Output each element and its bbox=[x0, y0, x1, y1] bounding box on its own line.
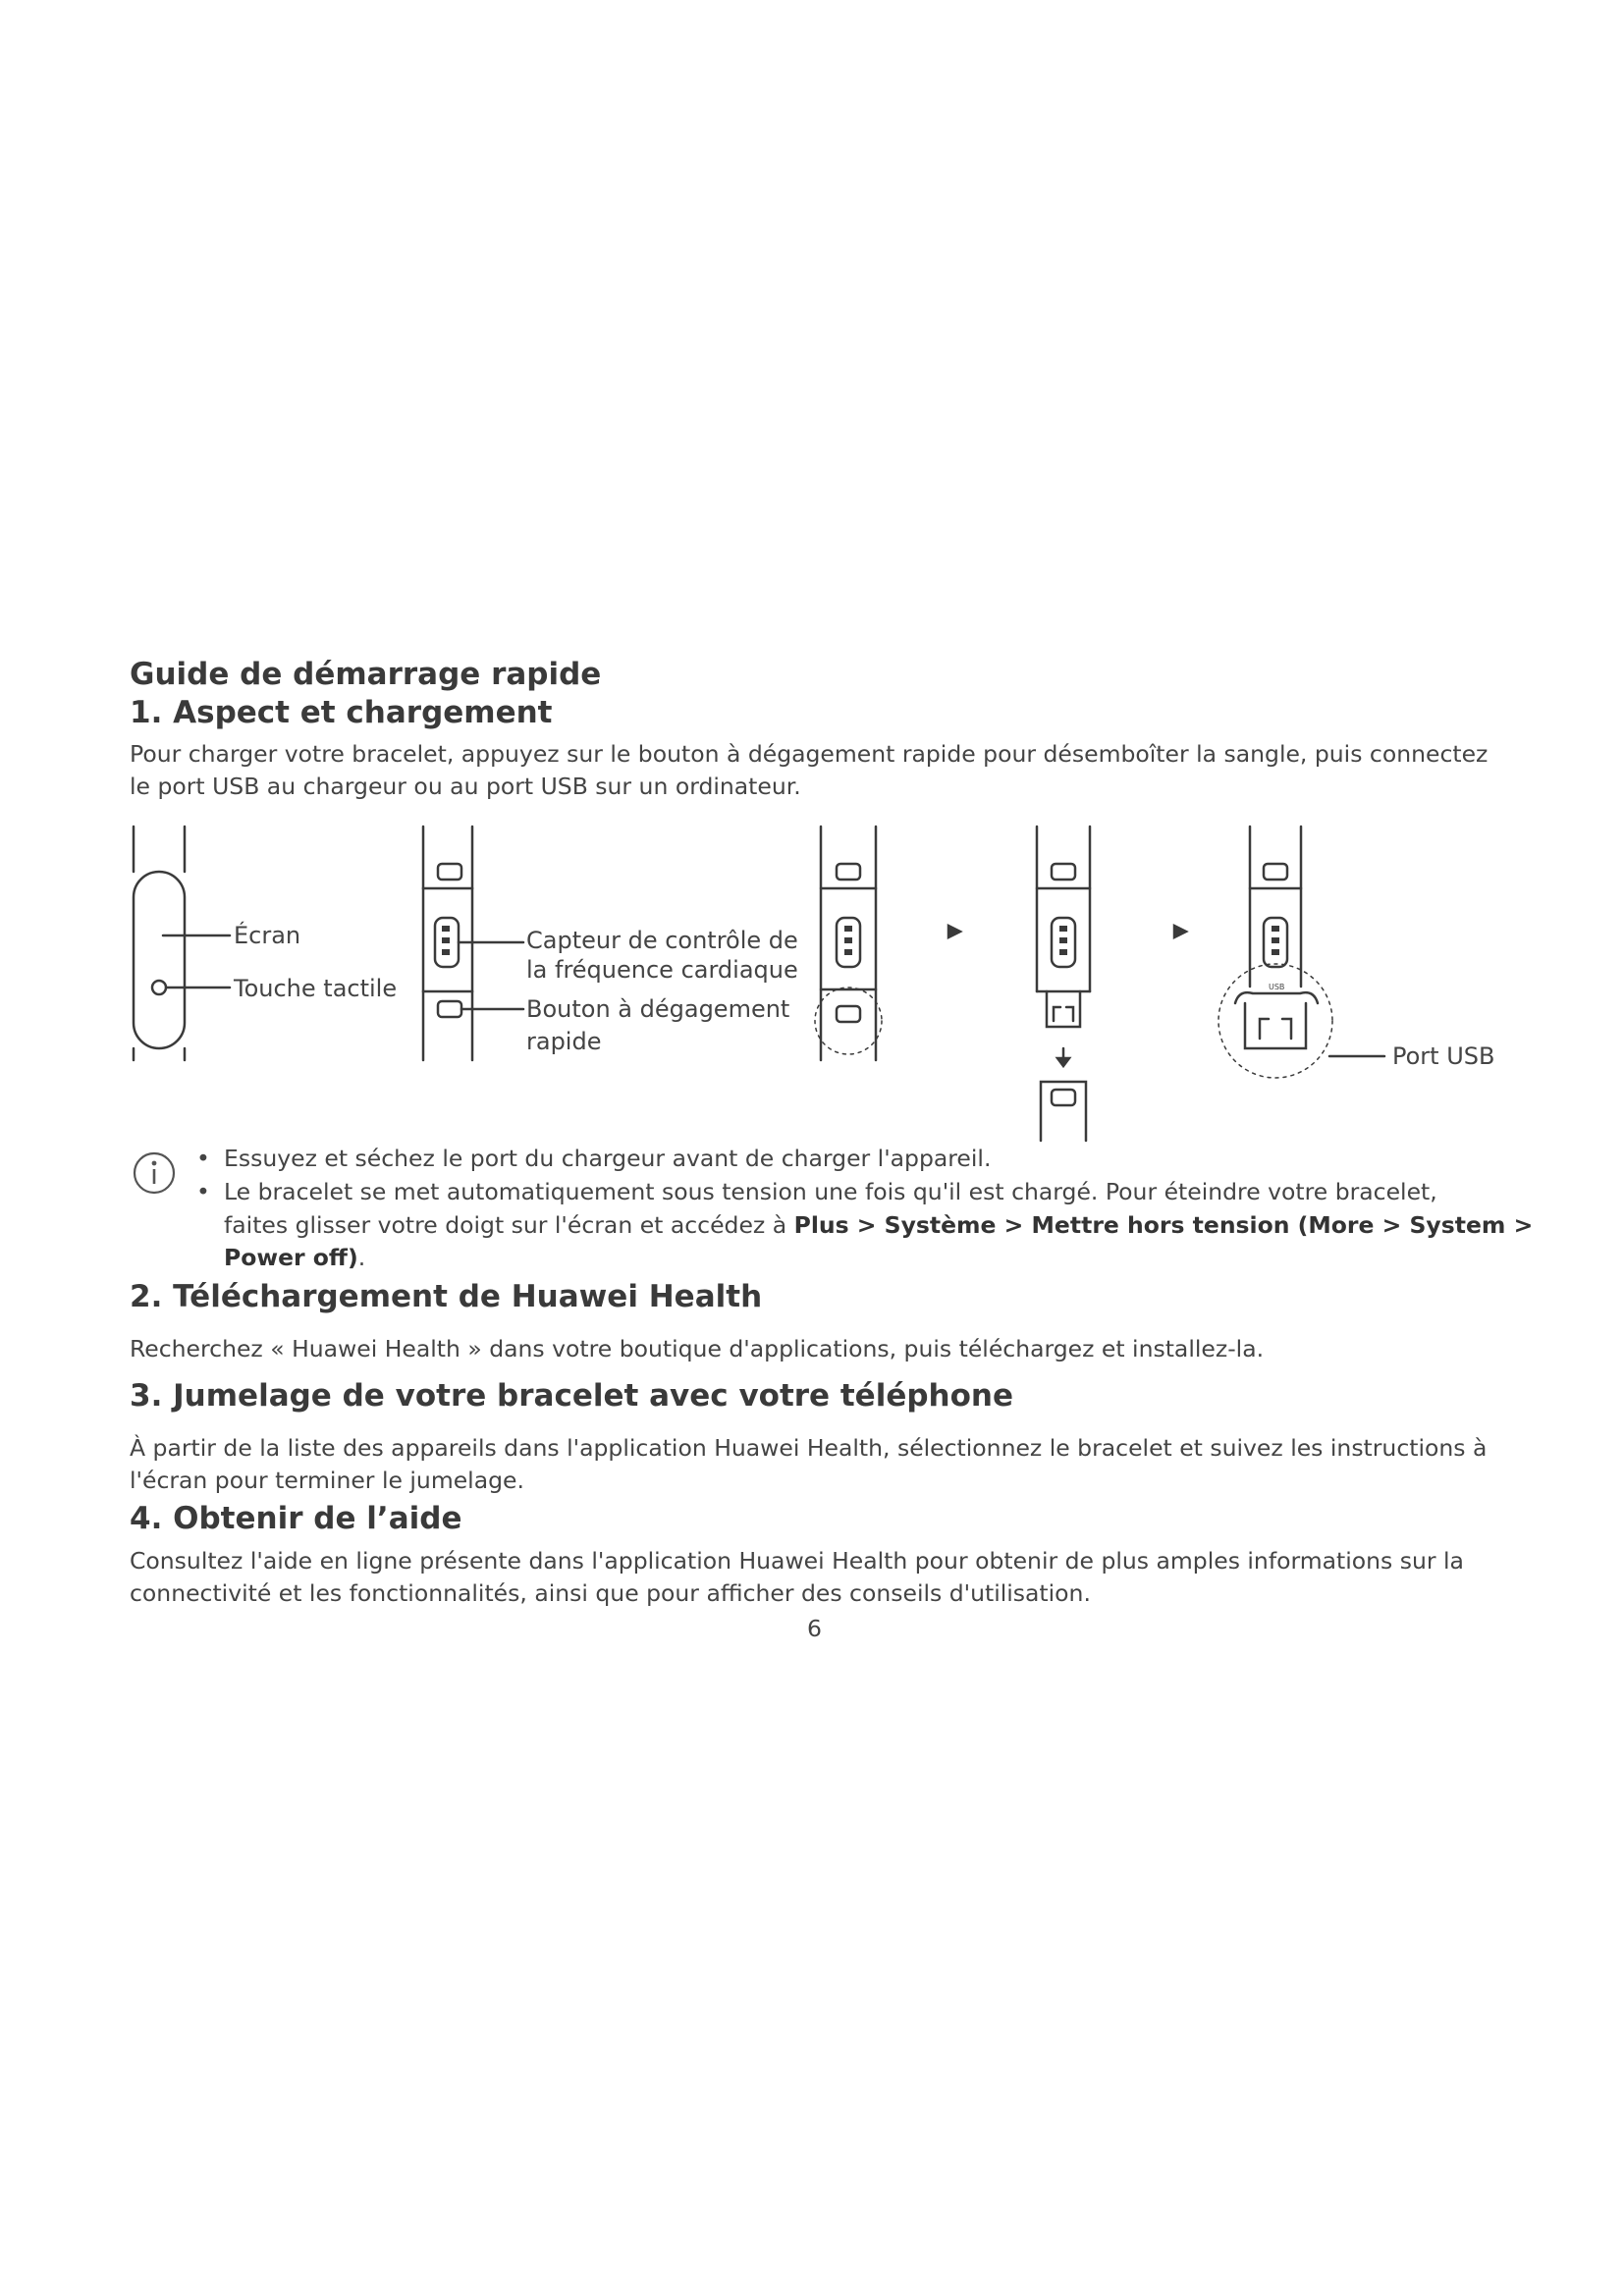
band-step-2-icon bbox=[1037, 827, 1090, 1141]
section-3-heading: 3. Jumelage de votre bracelet avec votre téléphone bbox=[130, 1378, 1014, 1414]
section-2-heading: 2. Téléchargement de Huawei Health bbox=[130, 1279, 763, 1314]
band-back-view-icon bbox=[423, 827, 523, 1060]
section-3-paragraph: À partir de la liste des appareils dans l'application Huawei Health, sélectionnez le bracelet et suivez les instructions à l'écran pour terminer le jumelage. bbox=[130, 1434, 1488, 1494]
section-1-paragraph: Pour charger votre bracelet, appuyez sur le bouton à dégagement rapide pour désemboîter la sangle, puis connectez le port USB au chargeur ou au port USB sur un ordinateur. bbox=[130, 740, 1489, 800]
label-port-usb: Port USB bbox=[1392, 1042, 1495, 1070]
menu-path-end: Power off) bbox=[224, 1244, 358, 1271]
label-capteur-line1: Capteur de contrôle de bbox=[526, 927, 798, 954]
note-text: Essuyez et séchez le port du chargeur avant de charger l'appareil. bbox=[224, 1145, 992, 1172]
note-text-line2: faites glisser votre doigt sur l'écran et accédez à Plus > Système > Mettre hors tension (More > System > bbox=[224, 1211, 1534, 1239]
note-text-line3: Power off). bbox=[224, 1244, 366, 1271]
note-text: Le bracelet se met automatiquement sous tension une fois qu'il est chargé. Pour éteindre votre bracelet, bbox=[224, 1178, 1437, 1205]
label-bouton-line1: Bouton à dégagement bbox=[526, 995, 790, 1023]
label-usb-small: USB bbox=[1269, 983, 1285, 991]
charging-figure bbox=[0, 815, 1624, 1168]
label-capteur-line2: la fréquence cardiaque bbox=[526, 956, 798, 984]
label-bouton-line2: rapide bbox=[526, 1028, 602, 1055]
section-1-heading: 1. Aspect et chargement bbox=[130, 695, 553, 730]
page-number: 6 bbox=[807, 1615, 822, 1642]
section-2-paragraph: Recherchez « Huawei Health » dans votre boutique d'applications, puis téléchargez et installez-la. bbox=[130, 1335, 1265, 1362]
menu-path: Plus > Système > Mettre hors tension (More > System > bbox=[793, 1211, 1534, 1239]
bullet-dot: • bbox=[196, 1178, 210, 1205]
info-icon bbox=[132, 1150, 177, 1196]
label-touche-tactile: Touche tactile bbox=[234, 975, 398, 1002]
section-4-heading: 4. Obtenir de l’aide bbox=[130, 1501, 462, 1536]
doc-title: Guide de démarrage rapide bbox=[130, 657, 602, 692]
band-step-3-icon bbox=[1218, 827, 1384, 1078]
arrow-right-icon-1 bbox=[948, 926, 960, 937]
bullet-dot: • bbox=[196, 1145, 210, 1172]
section-4-paragraph: Consultez l'aide en ligne présente dans l'application Huawei Health pour obtenir de plus amples informations sur la connectivité et les fonctionnalités, ainsi que pour afficher des conseils d'utilisation. bbox=[130, 1547, 1464, 1607]
arrow-right-icon-2 bbox=[1174, 926, 1186, 937]
label-ecran: Écran bbox=[234, 922, 301, 949]
band-side-view-icon bbox=[134, 827, 230, 1060]
